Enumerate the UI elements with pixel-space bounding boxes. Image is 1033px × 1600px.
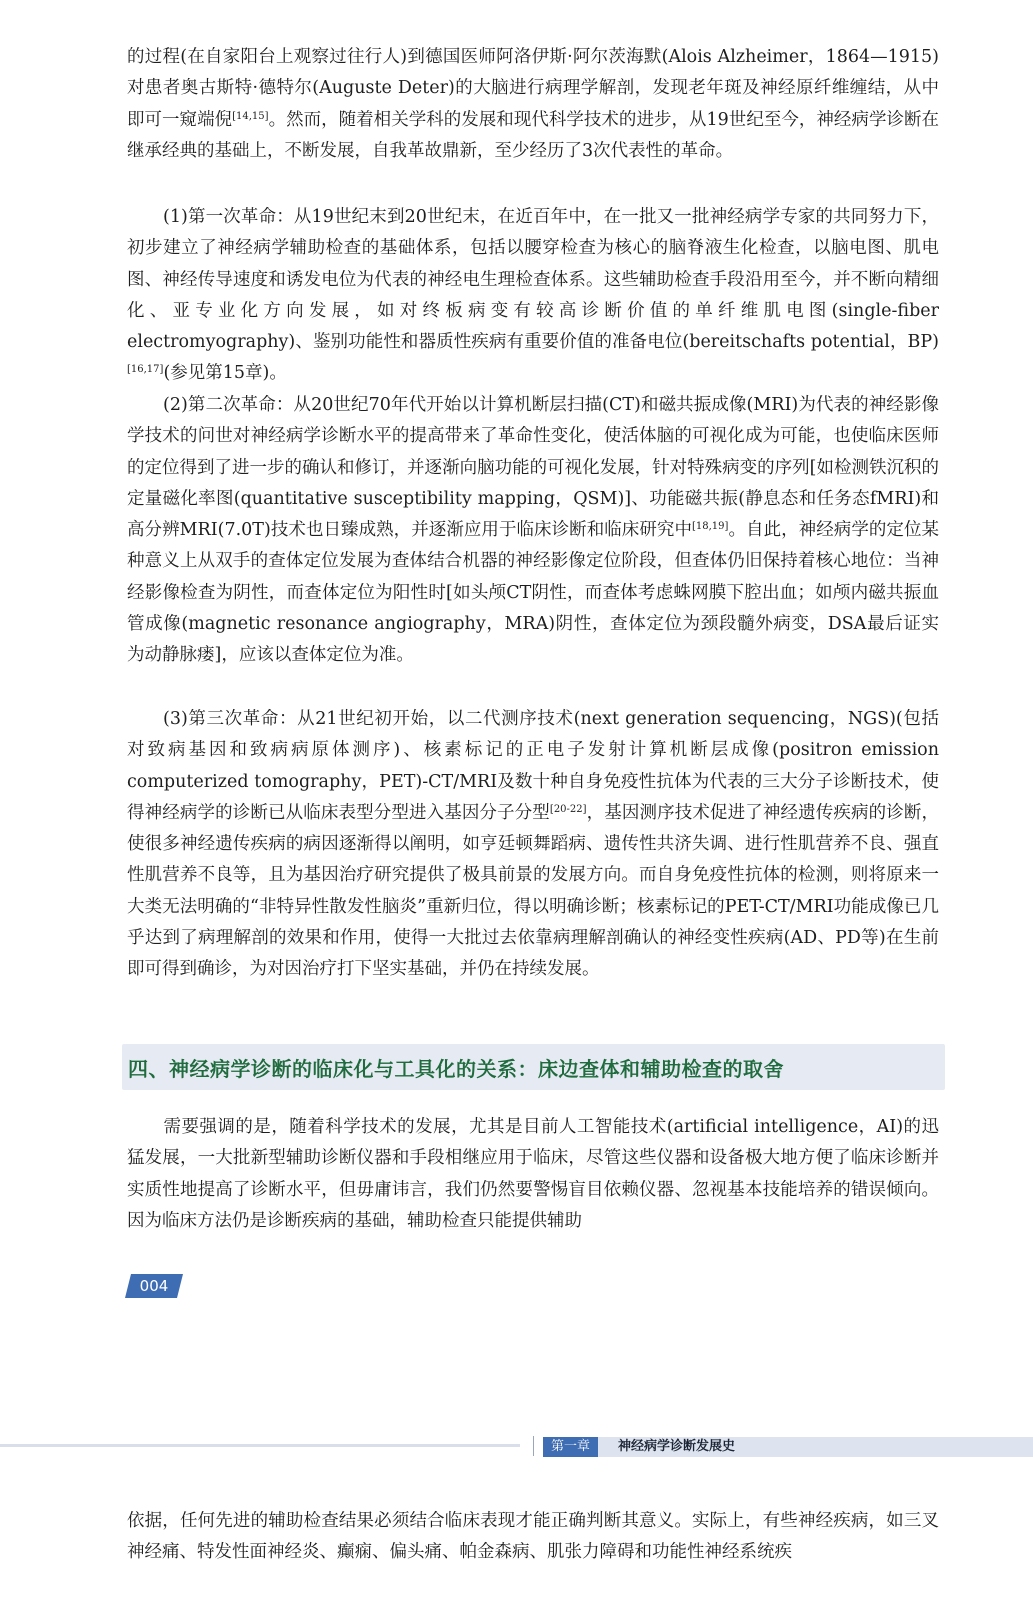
citation-14-15: [14,15]: [232, 110, 269, 122]
section-heading: 四、神经病学诊断的临床化与工具化的关系：床边查体和辅助检查的取舍: [128, 1057, 784, 1081]
running-header-rule: [0, 1444, 520, 1447]
first-revolution-paragraph: (1)第一次革命：从19世纪末到20世纪末，在近百年中，在一批又一批神经病学专家的共同努力下，初步建立了神经病学辅助检查的基础体系，包括以腰穿检查为核心的脑脊液生化检查，以脑电图、肌电图、神经传导速度和诱发电位为代表的神经电生理检查体系。这些辅助检查手段沿用至今，并不断向精细化、亚专业化方向发展，如对终板病变有较高诊断价值的单纤维肌电图(single-fiber electromyography)、鉴别功能性和器质性疾病有重要价值的准备电位(bereitschafts potential，BP)[16,17](参见第15章)。: [127, 207, 939, 384]
second-revolution-paragraph: (2)第二次革命：从20世纪70年代开始以计算机断层扫描(CT)和磁共振成像(MRI)为代表的神经影像学技术的问世对神经病学诊断水平的提高带来了革命性变化，使活体脑的可视化成为可能，也使临床医师的定位得到了进一步的确认和修订，并逐渐向脑功能的可视化发展，针对特殊病变的序列[如检测铁沉积的定量磁化率图(quantitative susceptibility mapping，QSM)]、功能磁共振(静息态和任务态fMRI)和高分辨MRI(7.0T)技术也日臻成熟，并逐渐应用于临床诊断和临床研究中[18,19]。自此，神经病学的定位某种意义上从双手的查体定位发展为查体结合机器的神经影像定位阶段，但查体仍旧保持着核心地位：当神经影像检查为阴性，而查体定位为阳性时[如头颅CT阴性，而查体考虑蛛网膜下腔出血；如颅内磁共振血管成像(magnetic resonance angiography，MRA)阴性，查体定位为颈段髓外病变，DSA最后证实为动静脉瘘]，应该以查体定位为准。: [127, 395, 940, 666]
chapter-band: [598, 1437, 1033, 1457]
citation-20-22: [20-22]: [549, 803, 587, 815]
intro-paragraph: 的过程(在自家阳台上观察过往行人)到德国医师阿洛伊斯·阿尔茨海默(Alois Alzheimer，1864—1915)对患者奥古斯特·德特尔(Auguste Deter)的大脑进行病理学解剖，发现老年斑及神经原纤维缠结，从中即可一窥端倪[14,15]。然而，随着相关学科的发展和现代科学技术的进步，从19世纪至今，神经病学诊断在继承经典的基础上，不断发展，自我革故鼎新，至少经历了3次代表性的革命。: [127, 47, 940, 161]
section-heading-bar: [122, 1044, 945, 1090]
citation-18-19: [18,19]: [692, 521, 729, 533]
citation-16-17: [16,17]: [127, 364, 164, 376]
next-page-paragraph: 依据，任何先进的辅助检查结果必须结合临床表现才能正确判断其意义。实际上，有些神经疾病，如三叉神经痛、特发性面神经炎、癫痫、偏头痛、帕金森病、肌张力障碍和功能性神经系统疾: [127, 1511, 939, 1563]
page-number: 004: [139, 1277, 169, 1295]
running-header-divider: [533, 1436, 534, 1456]
chapter-tab: 第一章: [543, 1437, 598, 1457]
third-revolution-paragraph: (3)第三次革命：从21世纪初开始，以二代测序技术(next generation sequencing，NGS)(包括对致病基因和致病病原体测序)、核素标记的正电子发射计算机断层成像(positron emission computerized tomography，PET)-CT/MRI及数十种自身免疫性抗体为代表的三大分子诊断技术，使得神经病学的诊断已从临床表型分型进入基因分子分型[20-22]，基因测序技术促进了神经遗传疾病的诊断，使很多神经遗传疾病的病因逐渐得以阐明，如亨廷顿舞蹈病、遗传性共济失调、进行性肌营养不良、强直性肌营养不良等，且为基因治疗研究提供了极具前景的发展方向。而自身免疫性抗体的检测，则将原来一大类无法明确的“非特异性散发性脑炎”重新归位，得以明确诊断；核素标记的PET-CT/MRI功能成像已几乎达到了病理解剖的效果和作用，使得一大批过去依靠病理解剖确认的神经变性疾病(AD、PD等)在生前即可得到确诊，为对因治疗打下坚实基础，并仍在持续发展。: [127, 709, 939, 980]
section-four-paragraph: 需要强调的是，随着科学技术的发展，尤其是目前人工智能技术(artificial intelligence，AI)的迅猛发展，一大批新型辅助诊断仪器和手段相继应用于临床，尽管这些仪器和设备极大地方便了临床诊断并实质性地提高了诊断水平，但毋庸讳言，我们仍然要警惕盲目依赖仪器、忽视基本技能培养的错误倾向。因为临床方法仍是诊断疾病的基础，辅助检查只能提供辅助: [127, 1117, 939, 1231]
page-number-badge: [125, 1274, 183, 1298]
chapter-title: 神经病学诊断发展史: [618, 1439, 736, 1454]
